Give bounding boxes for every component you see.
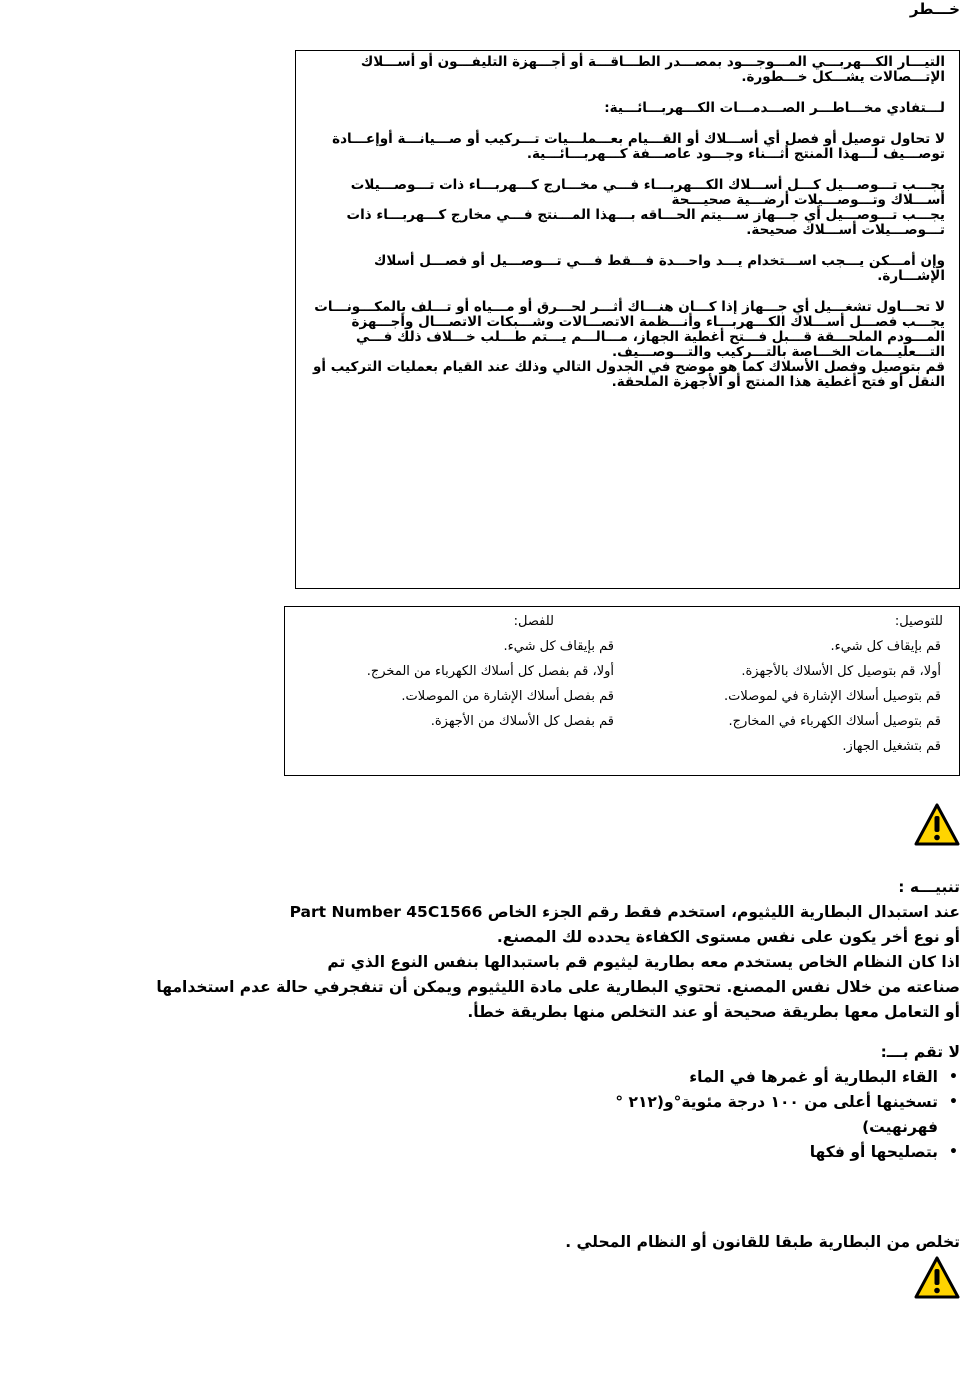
connect-step: أولا، قم بتوصيل كل الأسلاك بالأجهزة. (741, 664, 941, 679)
danger-paragraph: يجـــب تـــوصـــيل كـــل أســـلاك الكـــهربـــاء فـــي مخـــارج كـــهربـــاء ذات تـــوصـــيلات أســـلاك وتـــوصـــيلات أرضـــية صحيـــحة (350, 177, 945, 208)
danger-paragraph: قم بتوصيل وفصل الأسلاك كما هو موضح في الجدول التالي وذلك عند القيام بعمليات التركيب أو النقل أو فتح أغطية هذا المنتج أو الأجهزة الملحقة. (312, 359, 945, 390)
caution-line: أو التعامل معها بطريقة صحيحة أو عند التخلص منها بطريقة خطأ. (467, 1003, 960, 1021)
caution-line: صناعته من خلال نفس المصنع. تحتوي البطارية على مادة الليثيوم ويمكن أن تنفجرفي حالة عدم استخدامها (156, 978, 960, 996)
danger-paragraph: لا تحـــاول تشغـــيل أي جـــهاز إذا كـــان هنـــاك أثـــر لحـــرق أو مـــياه أو تـــلف بالمكـــونـــات (314, 299, 945, 315)
list-item: • بتصليحها أو فكها (60, 1140, 938, 1165)
disconnect-step: قم بإيقاف كل شيء. (503, 639, 614, 654)
danger-paragraph: لا تحاول توصيل أو فصل أي أســـلاك أو القـــيام بعـــملـــيات تـــركيب أو صـــيانـــة أوإعـــادة توصـــيف لـــهذا المنتج أثـــناء وجـــود عاصـــفة كـــهربـــائـــية. (332, 131, 945, 162)
connection-table (284, 606, 960, 776)
caution-title: تنبيـــه : (898, 878, 960, 896)
disposal-text: تخلص من البطارية طبقا للقانون أو النظام المحلي . (565, 1233, 960, 1251)
disconnect-step: أولا، قم بفصل كل أسلاك الكهرباء من المخرج. (366, 664, 614, 679)
list-item: • تسخينها أعلى من ١٠٠ درجة مئوية°و(٢١٢ ° فهرنهيت) (558, 1090, 938, 1140)
danger-paragraph: وإن أمـــكن يـــجب اســـتخدام يـــد واحـــدة فـــقط فـــي تـــوصـــيل أو فصـــل أسلاك الإشـــارة. (374, 253, 945, 284)
disconnect-column (294, 609, 614, 734)
caution-line: أو نوع أخر يكون على نفس مستوى الكفاءة يحدده لك المصنع. (496, 928, 960, 946)
dont-section (60, 1040, 960, 1165)
dont-title: لا تقم بـــ: (880, 1043, 960, 1061)
warning-triangle-icon (914, 802, 960, 848)
caution-line: عند استبدال البطارية الليثيوم، استخدم فقط رقم الجزء الخاص Part Number 45C1566 (289, 903, 960, 921)
connect-step: قم بإيقاف كل شيء. (830, 639, 941, 654)
disconnect-heading: للفصل: (513, 614, 554, 629)
disposal-section (60, 1230, 960, 1255)
disconnect-step: قم بفصل كل الأسلاك من الأجهزة. (430, 714, 614, 729)
dont-list (60, 1065, 960, 1165)
connect-column (671, 609, 941, 759)
connect-step: قم بتوصيل أسلاك الكهرباء في المخارج. (728, 714, 941, 729)
caution-section (60, 875, 960, 1025)
danger-box (295, 50, 960, 589)
list-item: • القاء البطارية أو غمرها في الماء (60, 1065, 938, 1090)
section-title: خـــطر (909, 0, 960, 18)
caution-line: اذا كان النظام الخاص يستخدم معه بطارية ليثيوم قم باستبدالها بنفس النوع الذي تم (327, 953, 960, 971)
disconnect-step: قم بفصل أسلاك الإشارة من الموصلات. (401, 689, 614, 704)
danger-paragraph: لـــتفادي مخـــاطـــر الصـــدمـــات الكـــهربـــائـــية: (604, 100, 945, 116)
connect-step: قم بتشغيل الجهاز. (842, 739, 941, 754)
warning-triangle-icon (914, 1255, 960, 1301)
danger-paragraph: يجـــب تـــوصـــيل أي جـــهاز ســـيتم الحـــاقه بـــهذا المـــنتج فـــي مخارج كـــهربـــاء ذات تـــوصـــيلات أســـلاك صحيحة. (346, 207, 945, 238)
connect-step: قم بتوصيل أسلاك الإشارة في لموصلات. (724, 689, 941, 704)
danger-paragraph: يجـــب فصـــل أســـلاك الكـــهربـــاء وأنـــظمة الاتصـــالات وشـــبكات الاتصـــال وأجـــهزة المـــودم الملحـــقة قـــبل فـــتح أغطية الجهاز، مـــالـــم يـــتم طـــلب خـــلاف ذلك فـــي التـــعليـــمات الخـــاصة بالتـــركيب والتـــوصـــيف. (351, 314, 945, 360)
danger-paragraph: التيـــار الكـــهربـــي المـــوجـــود بمصـــدر الطـــاقـــة أو أجـــهزة التليفـــون أو أســـلاك الإتـــصالات يشـــكل خـــطورة. (360, 54, 945, 85)
connect-heading: للتوصيل: (894, 614, 943, 629)
